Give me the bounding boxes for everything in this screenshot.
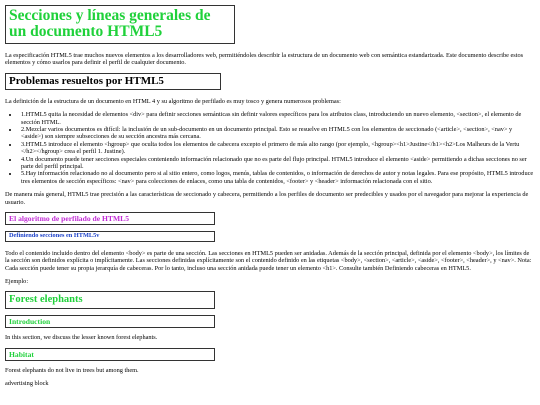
advertising-block: advertising block	[5, 380, 49, 388]
example-intro-text: In this section, we discuss the lesser known forest elephants.	[5, 334, 158, 342]
problem-item: • 3.HTML5 introduce el elemento <hgroup> que oculta todos los elementos de cabecera excepto el primero de más alto rango (por ejemplo, <hgroup><h1>Justine</h1><h2>Los Malheurs de la Vertu </h2></hgroup> crea el perfil 1. Justine).	[19, 141, 535, 156]
example-label: Ejemplo:	[5, 277, 29, 285]
habitat-heading-box	[5, 348, 215, 361]
page-title: Secciones y líneas generales de un documento HTML5	[9, 7, 211, 40]
problems-intro: La definición de la estructura de un documento en HTML 4 y su algoritmo de perfilado es muy tosco y genera numerosos problemas:	[5, 97, 341, 105]
problem-item: • 1.HTML5 quita la necesidad de elementos <div> para definir secciones semánticas sin definir valores específicos para los atributos class, introduciendo un nuevo elemento, <section>, el elemento de sección HTML.	[19, 111, 535, 126]
example-habitat-heading: Habitat	[9, 349, 34, 359]
title-box	[5, 5, 235, 44]
problems-heading-box	[5, 73, 221, 90]
define-heading-box	[5, 231, 215, 242]
define-paragraph: Todo el contenido incluido dentro del elemento <body> es parte de una sección. Las secciones en HTML5 pueden ser anidadas. Además de la sección principal, definida por el elemento <body>, los límites de la sección son definidos explícita o implícitamente. Las secciones definidas explícitamente son el contenido definido en las etiquetas <body>, <section>, <article>, <aside>, <footer>, <header>, y <nav>. Nota: Cada sección puede tener su propia jerarquía de cabeceras. Por lo tanto, incluso una sección anidada puede tener un elemento <h1>. Consulte también Definiendo cabeceras en HTML5.	[5, 249, 532, 272]
summary-paragraph: De manera más general, HTML5 trae precisión a las características de seccionado y cabecera, permitiendo a los perfiles de documento ser predecibles y usados por el navegador para mejorar la experiencia de usuario.	[5, 191, 529, 206]
problems-list	[5, 111, 535, 185]
problem-item: • 2.Mezclar varios documentos es difícil: la inclusión de un sub-documento en un documento principal. Esto se resuelve en HTML5 con los elementos de seccionado (<article>, <section>, <nav> y <aside>) son siempre subsecciones de su sección ancestra más cercana.	[19, 126, 535, 141]
algorithm-heading-box	[5, 212, 215, 225]
intro-paragraph: La especificación HTML5 trae muchos nuevos elementos a los desarrolladores web, permitiéndoles describir la estructura de un documento web con semántica estandarizada. Este documento describe estos elementos y cómo usarlos para definir el perfil de cualquier documento.	[5, 52, 524, 67]
example-habitat-text: Forest elephants do not live in trees but among them.	[5, 366, 139, 374]
algorithm-heading: El algoritmo de perfilado de HTML5	[9, 214, 130, 224]
intro-heading-box	[5, 315, 215, 328]
define-heading: Definiendo secciones en HTML5v	[9, 232, 100, 240]
example-title-box	[5, 291, 215, 309]
example-title: Forest elephants	[9, 294, 83, 306]
problem-item: • 4.Un documento puede tener secciones especiales conteniendo información relacionado que no es parte del flujo principal. HTML5 introduce el elemento <aside> permitiendo a dichas secciones no ser parte del perfil principal.	[19, 156, 535, 171]
problems-heading: Problemas resueltos por HTML5	[9, 74, 164, 87]
problem-item: • 5.Hay información relacionado no al documento pero si al sitio entero, como logos, menús, tablas de contenidos, o información de derechos de autor y notas legales. Para ese propósito, HTML5 introduce tres elementos de sección específicos: <nav> para colecciones de enlaces, como una tabla de contenidos, <footer> y <header> información relacionada con el sitio.	[19, 170, 535, 185]
example-intro-heading: Introduction	[9, 317, 51, 327]
